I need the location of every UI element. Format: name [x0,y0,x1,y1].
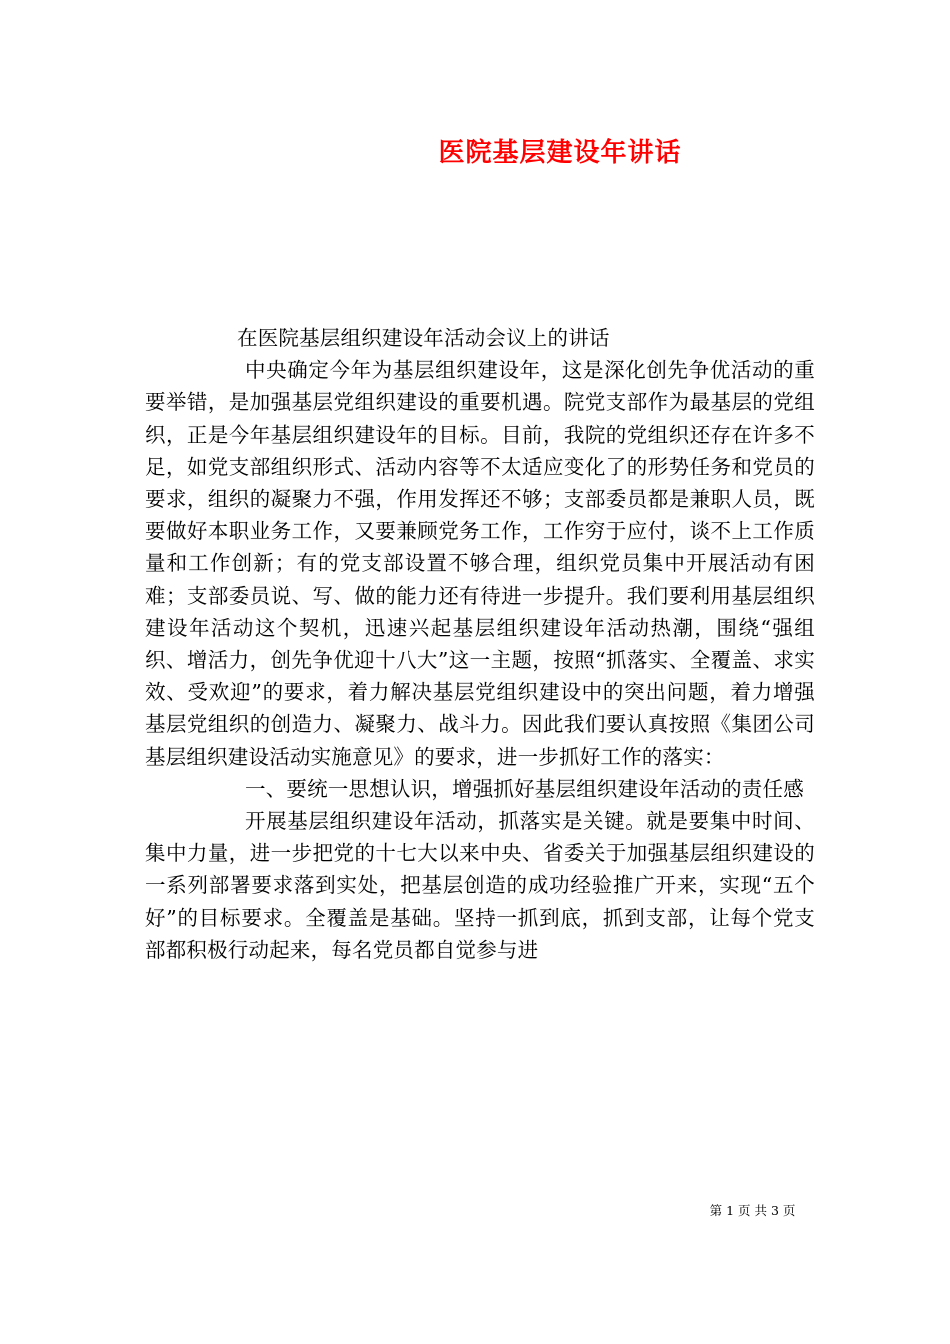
document-body [145,322,815,966]
body-paragraph: 中央确定今年为基层组织建设年，这是深化创先争优活动的重要举错，是加强基层党组织建设的重要机遇。院党支部作为最基层的党组织，正是今年基层组织建设年的目标。目前，我院的党组织还存在许多不足，如党支部组织形式、活动内容等不太适应变化了的形势任务和党员的要求，组织的凝聚力不强，作用发挥还不够；支部委员都是兼职人员，既要做好本职业务工作，又要兼顾党务工作，工作穷于应付，谈不上工作质量和工作创新；有的党支部设置不够合理，组织党员集中开展活动有困难；支部委员说、写、做的能力还有待进一步提升。我们要利用基层组织建设年活动这个契机，迅速兴起基层组织建设年活动热潮，围绕“强组织、增活力，创先争优迎十八大”这一主题，按照“抓落实、全覆盖、求实效、受欢迎”的要求，着力解决基层党组织建设中的突出问题，着力增强基层党组织的创造力、凝聚力、战斗力。因此我们要认真按照《集团公司基层组织建设活动实施意见》的要求，进一步抓好工作的落实： [145,358,815,769]
document-subtitle: 在医院基层组织建设年活动会议上的讲话 [237,326,610,350]
body-paragraph: 开展基层组织建设年活动，抓落实是关键。就是要集中时间、集中力量，进一步把党的十七大以来中央、省委关于加强基层组织建设的一系列部署要求落到实处，把基层创造的成功经验推广开来，实现“五个好”的目标要求。全覆盖是基础。坚持一抓到底，抓到支部，让每个党支部都积极行动起来，每名党员都自觉参与进 [145,809,815,962]
document-title: 医院基层建设年讲话 [438,138,682,168]
section-heading: 一、要统一思想认识，增强抓好基层组织建设年活动的责任感 [245,776,804,801]
page-number-indicator: 第 1 页 共 3 页 [709,1203,796,1218]
